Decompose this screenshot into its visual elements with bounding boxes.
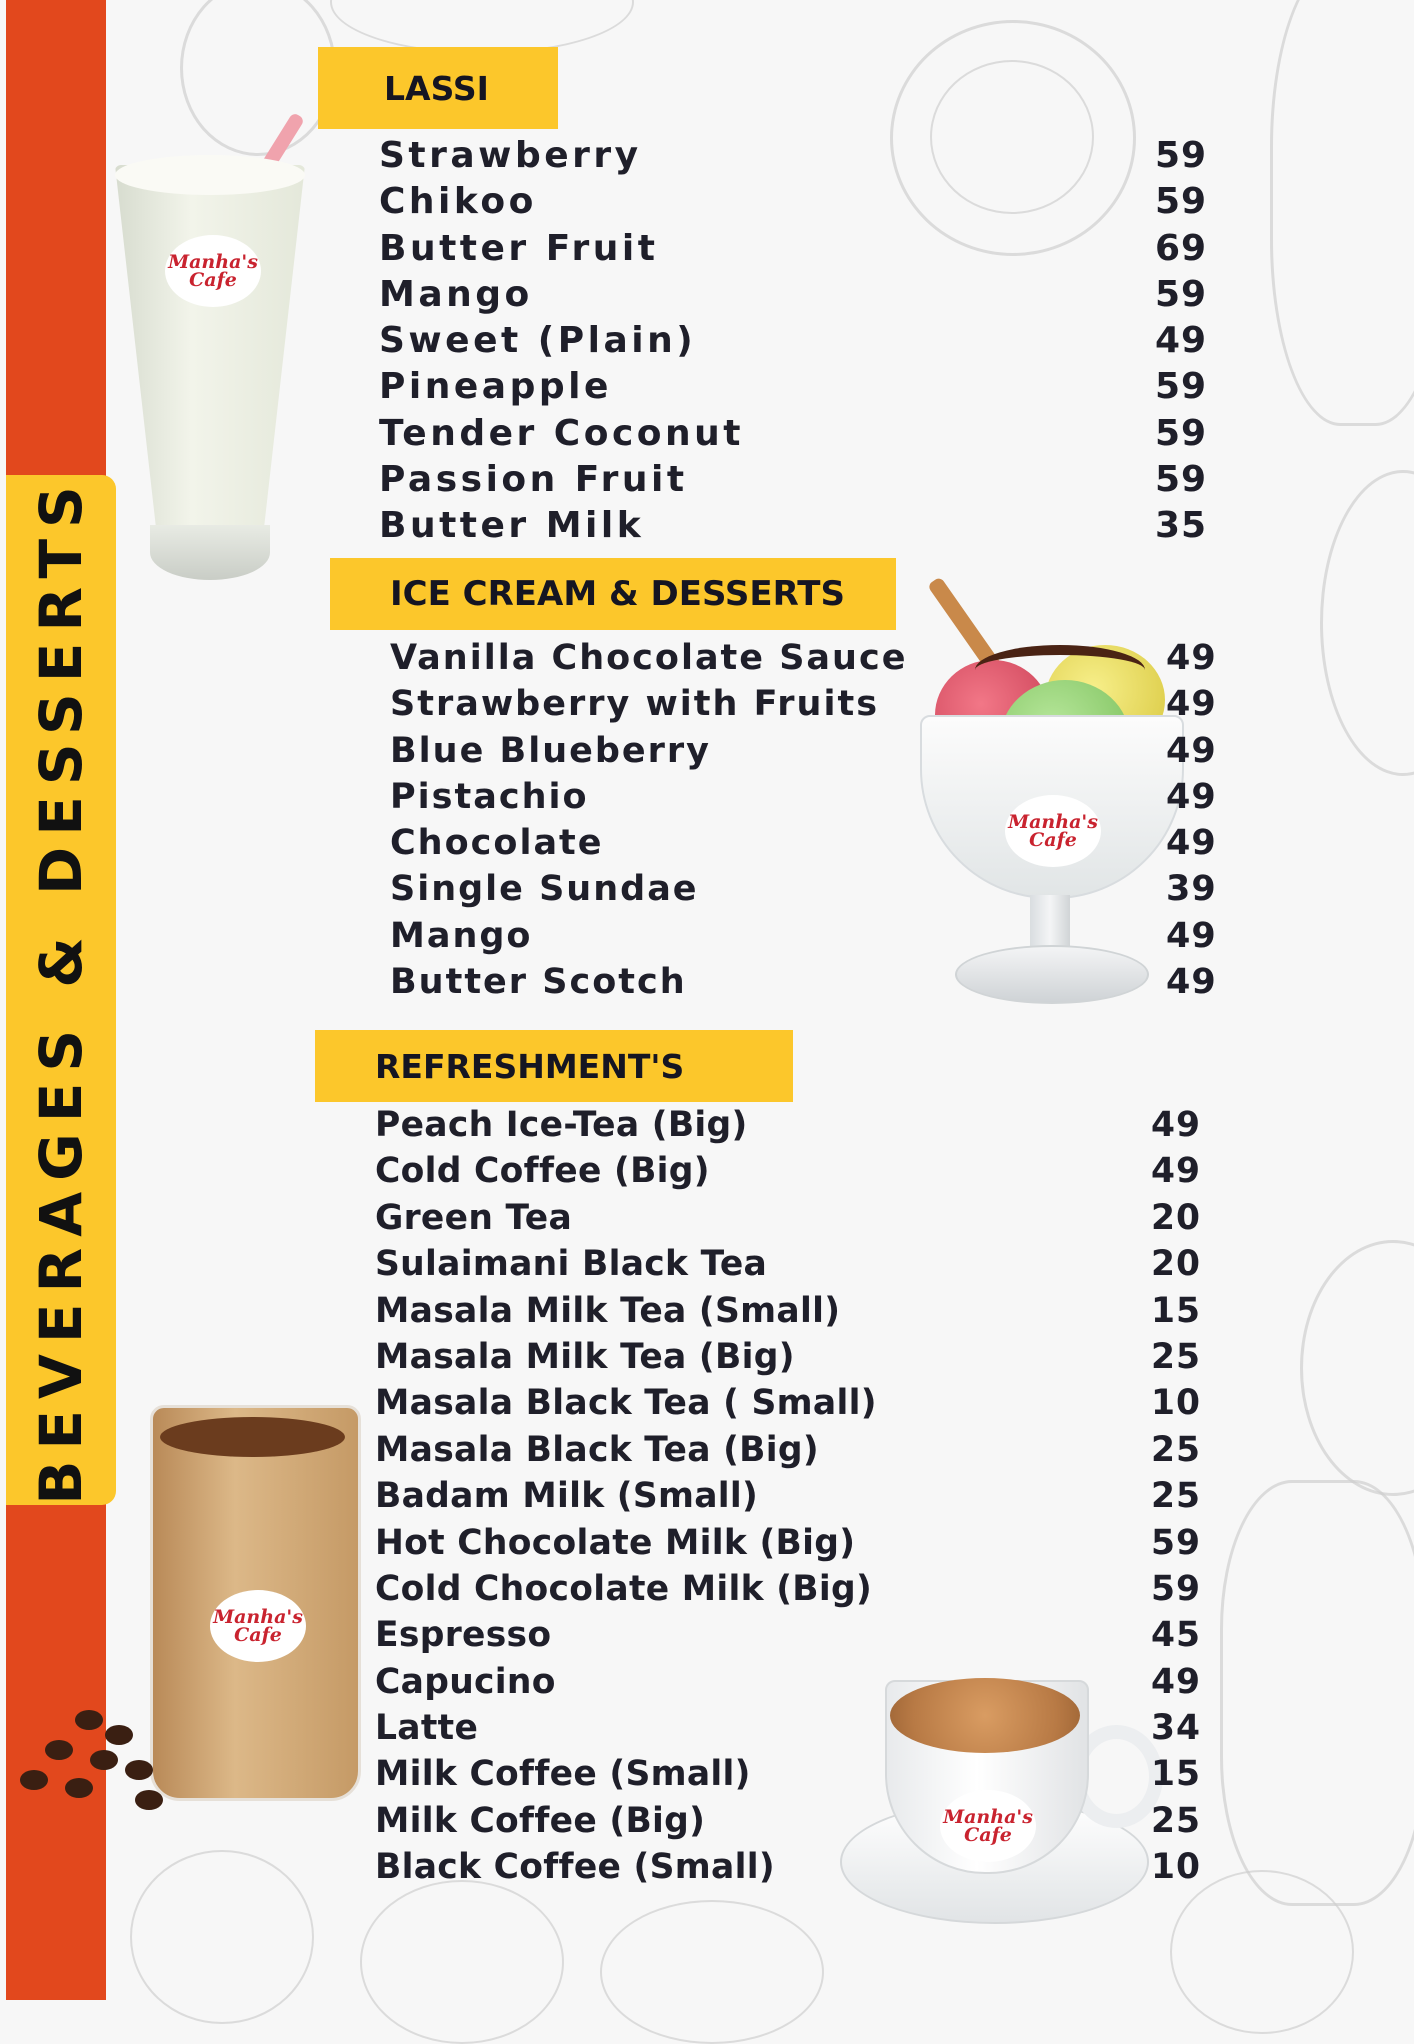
menu-item-price: 59 [1155, 366, 1208, 408]
menu-item [390, 916, 1220, 962]
menu-item-price: 10 [1151, 1847, 1202, 1888]
menu-item-price: 59 [1151, 1522, 1202, 1563]
menu-item-name: Milk Coffee (Big) [375, 1800, 706, 1841]
menu-item [375, 1291, 1205, 1337]
menu-item-price: 49 [1155, 320, 1208, 362]
menu-item-name: Black Coffee (Small) [375, 1847, 775, 1888]
menu-item-name: Strawberry [379, 135, 642, 176]
menu-item-name: Butter Scotch [390, 962, 687, 1003]
menu-item-name: Masala Milk Tea (Big) [375, 1336, 795, 1377]
menu-item-name: Pineapple [379, 366, 612, 408]
menu-item-name: Green Tea [375, 1197, 573, 1238]
menu-item-price: 49 [1166, 823, 1217, 864]
menu-item-price: 49 [1166, 962, 1217, 1003]
cafe-logo: Manha's Cafe [210, 1590, 306, 1662]
menu-item-name: Tender Coconut [379, 412, 744, 454]
menu-item-price: 49 [1151, 1105, 1202, 1145]
menu-item-price: 59 [1155, 459, 1208, 501]
menu-item [375, 1430, 1205, 1476]
menu-item-name: Pistachio [390, 776, 589, 817]
menu-item-price: 49 [1166, 915, 1217, 956]
menu-item-price: 10 [1151, 1383, 1202, 1424]
menu-item [379, 274, 1209, 320]
menu-item-price: 49 [1166, 776, 1217, 817]
cafe-logo: Manha's Cafe [165, 235, 261, 307]
menu-item-price: 69 [1155, 227, 1208, 269]
menu-item [375, 1244, 1205, 1290]
menu-item [375, 1105, 1205, 1151]
menu-item [375, 1662, 1205, 1708]
menu-item [390, 962, 1220, 1008]
menu-item-price: 59 [1151, 1568, 1202, 1609]
menu-item-price: 20 [1151, 1197, 1202, 1238]
menu-item [390, 638, 1220, 684]
menu-item-name: Blue Blueberry [390, 730, 711, 771]
menu-item [390, 684, 1220, 730]
menu-item [379, 505, 1209, 551]
menu-item-price: 25 [1151, 1476, 1202, 1517]
menu-item-price: 25 [1151, 1800, 1202, 1841]
menu-item-price: 20 [1151, 1244, 1202, 1285]
menu-item-name: Masala Black Tea ( Small) [375, 1383, 877, 1424]
menu-item-price: 49 [1151, 1151, 1202, 1192]
menu-item-name: Mango [379, 273, 533, 315]
menu-item [375, 1151, 1205, 1197]
menu-item-price: 59 [1155, 412, 1208, 454]
iced-coffee-image [150, 1405, 355, 1805]
menu-item-price: 59 [1155, 135, 1208, 176]
cafe-logo: Manha's Cafe [1005, 795, 1101, 867]
menu-item [375, 1523, 1205, 1569]
menu-item-price: 45 [1151, 1615, 1202, 1656]
menu-item [375, 1801, 1205, 1847]
menu-item [379, 228, 1209, 274]
menu-item [375, 1337, 1205, 1383]
menu-item-name: Milk Coffee (Small) [375, 1754, 751, 1795]
menu-item-price: 39 [1166, 869, 1217, 910]
menu-item [390, 823, 1220, 869]
menu-item-name: Butter Milk [379, 505, 645, 547]
refreshments-menu-list [375, 1105, 1205, 1894]
refreshments-section-header: REFRESHMENT'S [315, 1030, 793, 1102]
menu-item [379, 413, 1209, 459]
menu-item [375, 1476, 1205, 1522]
menu-item-price: 59 [1155, 181, 1208, 223]
menu-item-name: Latte [375, 1708, 479, 1749]
page-title: BEVERAGES & DESSERTS [27, 475, 95, 1505]
menu-item [379, 459, 1209, 505]
ice-cream-menu-list [390, 638, 1220, 1008]
menu-item [375, 1847, 1205, 1893]
menu-item-name: Hot Chocolate Milk (Big) [375, 1522, 856, 1563]
menu-item-price: 25 [1151, 1429, 1202, 1470]
menu-item [375, 1569, 1205, 1615]
menu-item-name: Chikoo [379, 181, 537, 223]
menu-item-price: 15 [1151, 1754, 1202, 1795]
menu-item [379, 181, 1209, 227]
menu-item-price: 35 [1155, 505, 1208, 547]
menu-item [379, 135, 1209, 181]
menu-item-name: Cold Chocolate Milk (Big) [375, 1568, 873, 1609]
menu-item-name: Single Sundae [390, 869, 699, 910]
cafe-logo: Manha's Cafe [940, 1790, 1036, 1862]
menu-item-price: 34 [1151, 1708, 1202, 1749]
menu-item [375, 1198, 1205, 1244]
menu-item-name: Cold Coffee (Big) [375, 1151, 710, 1192]
menu-item [375, 1383, 1205, 1429]
menu-item-name: Sulaimani Black Tea [375, 1244, 768, 1285]
menu-item [375, 1615, 1205, 1661]
menu-item-name: Badam Milk (Small) [375, 1476, 759, 1517]
menu-item [379, 366, 1209, 412]
menu-item-name: Masala Black Tea (Big) [375, 1429, 819, 1470]
coffee-beans-image [15, 1700, 165, 1810]
menu-item-name: Peach Ice-Tea (Big) [375, 1105, 748, 1145]
menu-item-price: 49 [1166, 638, 1217, 678]
menu-item-name: Butter Fruit [379, 227, 659, 269]
menu-item-name: Mango [390, 915, 533, 956]
menu-item-name: Vanilla Chocolate Sauce [390, 638, 908, 678]
lassi-glass-image [115, 150, 305, 580]
menu-item [390, 777, 1220, 823]
menu-item-price: 59 [1155, 273, 1208, 315]
menu-item-name: Strawberry with Fruits [390, 684, 880, 725]
menu-item-price: 49 [1151, 1661, 1202, 1702]
ice-cream-section-header: ICE CREAM & DESSERTS [330, 558, 896, 630]
menu-item-name: Chocolate [390, 823, 604, 864]
menu-item-name: Capucino [375, 1661, 556, 1702]
menu-item-price: 49 [1166, 684, 1217, 725]
menu-item-price: 15 [1151, 1290, 1202, 1331]
menu-item-name: Masala Milk Tea (Small) [375, 1290, 841, 1331]
lassi-section-header: LASSI [318, 47, 558, 129]
menu-item [375, 1754, 1205, 1800]
menu-item [379, 320, 1209, 366]
menu-item-name: Sweet (Plain) [379, 320, 697, 362]
menu-item-name: Passion Fruit [379, 459, 688, 501]
menu-item [375, 1708, 1205, 1754]
menu-item-price: 25 [1151, 1336, 1202, 1377]
menu-item-price: 49 [1166, 730, 1217, 771]
lassi-menu-list [379, 135, 1209, 552]
menu-item [390, 731, 1220, 777]
menu-item-name: Espresso [375, 1615, 552, 1656]
menu-item [390, 869, 1220, 915]
